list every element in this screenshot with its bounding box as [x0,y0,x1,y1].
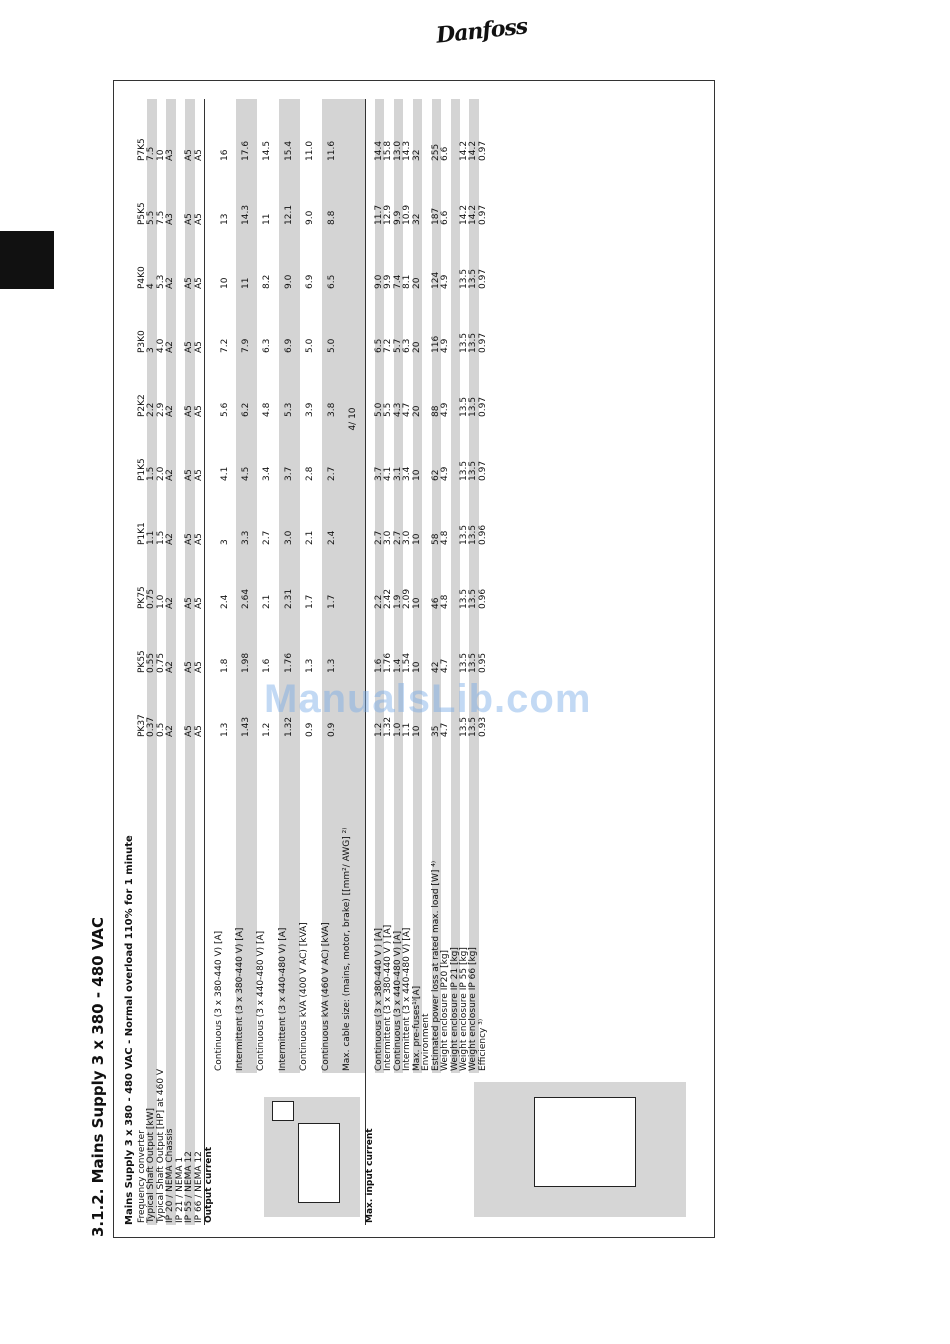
diagram-spacer [422,1073,431,1225]
row-label: Weight enclosure IP 55 [kg] [458,947,469,1071]
cell-value: 0.9 [322,675,343,739]
cell-value: 1.5 [147,419,156,483]
cell-value: A5 [185,483,194,547]
diagram-spacer [375,1073,384,1225]
motor-icon [272,1101,294,1121]
cell-value: A5 [185,227,194,291]
diagram-spacer [394,1073,403,1225]
cell-value: 1.76 [383,652,394,673]
cell-value: 9.9 [394,163,403,227]
cell-value: A5 [185,611,194,675]
cell-value: 0.97 [477,268,488,289]
cell-value: 4 [147,227,156,291]
cell-value: PK55 [137,650,147,673]
rotated-content [89,81,714,1237]
cell-value: 10 [413,547,422,611]
cell-value: 13.0 [394,99,403,163]
cell-value: 6.6 [440,210,451,225]
cell-value: 6.5 [322,227,343,291]
cell-value: 3.8 [322,355,343,419]
cell-value: 6.5 [375,291,384,355]
cell-value: 10 [219,277,230,289]
cell-value: P3K0 [137,330,147,353]
diagram-spacer [432,1073,441,1225]
cell-value: 12.1 [279,163,300,227]
cell-value: 20 [413,291,422,355]
output-diagram-box [264,1097,360,1217]
cable-size-row [343,99,365,1225]
cell-value: 13.5 [469,355,478,419]
cell-value: 3.0 [402,530,413,545]
cell-value: A3 [166,99,175,163]
table-row [257,99,278,1225]
cell-value: A5 [185,99,194,163]
cell-value: 5.7 [394,291,403,355]
cell-value: 1.2 [375,675,384,739]
cell-value: 13.5 [458,332,469,353]
cell-value: 5.5 [383,402,394,417]
cell-value: 13.5 [458,460,469,481]
cell-value: 14.5 [262,140,273,161]
cell-value: 11 [262,213,273,225]
cell-value: 8.8 [322,163,343,227]
cell-value: 124 [432,227,441,291]
cell-value: 3.0 [383,530,394,545]
cell-value: 14.2 [458,204,469,225]
cell-value: 9.9 [383,274,394,289]
cell-value: 0.75 [147,547,156,611]
cell-value: 1.54 [402,652,413,673]
cell-value: 3.7 [375,419,384,483]
diagram-spacer [441,1073,450,1225]
cell-value: 2.42 [383,588,394,609]
diagram-spacer [460,1073,469,1225]
table-title: Mains Supply 3 x 380 - 480 VAC - Normal overload 110% for 1 minute [124,835,135,1225]
cell-value: 4.7 [440,658,451,673]
cell-value: 7.9 [236,291,257,355]
cell-value: 13.5 [458,588,469,609]
cell-value: 2.9 [155,402,166,417]
row-label: Continuous kVA (460 V AC) [kVA] [322,739,343,1073]
cell-value: A5 [193,661,204,673]
cell-value: 6.9 [279,291,300,355]
cell-value: 6.3 [402,338,413,353]
row-label: Typical Shaft Output [HP] at 460 V [155,1068,166,1223]
cell-value: 1.76 [279,611,300,675]
cell-value: A5 [193,277,204,289]
cell-value: 13 [219,213,230,225]
cell-value: A5 [193,341,204,353]
cell-value: 2.0 [155,466,166,481]
cell-value: 1.6 [375,611,384,675]
cell-value: 14.2 [469,163,478,227]
cell-value: 1.32 [279,675,300,739]
cell-value: 3 [219,539,230,545]
cell-value: 4.7 [402,402,413,417]
cell-value: 10 [413,675,422,739]
cell-value: A5 [193,469,204,481]
cell-value: 0.96 [477,524,488,545]
cell-value: 0.97 [477,332,488,353]
cell-value: 2.8 [305,466,316,481]
row-label: Continuous (3 x 380-440 V) [A] [213,930,224,1071]
cell-value: 4.8 [440,530,451,545]
cell-value: A2 [166,355,175,419]
cell-value: A2 [166,227,175,291]
cell-value: 13.5 [469,419,478,483]
cell-value: 1.32 [383,716,394,737]
row-label: Estimated power loss at rated max. load [W] ⁴⁾ [432,739,441,1073]
cell-value: 13.5 [469,227,478,291]
cell-value: 4.9 [440,466,451,481]
cell-value: A5 [193,533,204,545]
cell-value: A5 [185,355,194,419]
output-current-header: Output current [205,99,215,1225]
cell-value: 7.4 [394,227,403,291]
danfoss-logo: Danfoss [434,13,529,49]
cell-value: 4.0 [155,338,166,353]
table-row [322,99,343,1225]
cell-value: 2.7 [375,483,384,547]
cell-value: A5 [185,419,194,483]
cell-value: 62 [432,419,441,483]
cell-value: 3.9 [305,402,316,417]
cell-value: 0.97 [477,204,488,225]
cell-value: 2.7 [262,530,273,545]
cell-value: 7.5 [155,210,166,225]
cell-value: 2.7 [322,419,343,483]
cell-value: 8.2 [262,274,273,289]
cell-value: 0.97 [477,396,488,417]
cell-value: 13.5 [458,268,469,289]
cell-value: 1.9 [394,547,403,611]
cell-value: 20 [413,227,422,291]
cell-value: P5K5 [137,202,147,225]
cell-value: 5.0 [305,338,316,353]
diagram-spacer [384,1073,393,1225]
cell-value: 0.95 [477,652,488,673]
row-label: Continuous (3 x 380-440 V ) [A] [375,739,384,1073]
cell-value: 4.1 [219,466,230,481]
row-label: Max. cable size: (mains, motor, brake) [[mm²/ AWG] ²⁾ [343,739,365,1073]
cell-value: 4.9 [440,274,451,289]
cell-value: 1.0 [394,675,403,739]
cell-value: 4.9 [440,338,451,353]
cell-value: 11.0 [305,140,316,161]
cell-value: 5.3 [155,274,166,289]
diagram-spacer [403,1073,412,1225]
cell-value: 3.1 [394,419,403,483]
diagram-spacer [236,1073,257,1225]
cell-value: 6.2 [236,355,257,419]
cell-value: 2.1 [305,530,316,545]
cell-value: 0.97 [477,140,488,161]
cell-value: 10.9 [402,204,413,225]
cell-value: 10 [413,419,422,483]
cell-value: 0.9 [305,722,316,737]
row-label: Intermittent (3 x 380-440 V) [A] [236,739,257,1073]
cell-value: A2 [166,547,175,611]
cell-value: 11 [236,227,257,291]
watermark: ManualsLib.com [264,677,592,721]
cell-value: 2.7 [394,483,403,547]
table-row [279,99,300,1225]
cell-value: PK75 [137,586,147,609]
cell-value: 13.5 [458,716,469,737]
row-label: Environment [421,1013,432,1071]
cell-value: 17.6 [236,99,257,163]
cell-value: 4.8 [440,594,451,609]
cell-value: A5 [193,405,204,417]
cell-value: 1.2 [262,722,273,737]
diagram-spacer [215,1073,236,1225]
row-label: Weight enclosure IP20 [kg] [440,949,451,1071]
cell-value: 6.6 [440,146,451,161]
cell-value: 0.75 [155,652,166,673]
section-title: 3.1.2. Mains Supply 3 x 380 - 480 VAC [89,916,107,1237]
cell-value: 2.09 [402,588,413,609]
cell-value: A5 [193,597,204,609]
cell-value: 8.1 [402,274,413,289]
table-row [195,99,205,1225]
row-label: Weight enclosure IP 66 [kg] [469,739,478,1073]
cell-value: 7.2 [219,338,230,353]
row-label: Weight enclosure IP 21 [kg] [451,739,460,1073]
row-label: Max. pre-fuses¹⁾[A] [413,739,422,1073]
cell-value: A5 [193,149,204,161]
cell-value: 5.0 [375,355,384,419]
cell-value: A5 [185,547,194,611]
cell-value: 1.98 [236,611,257,675]
input-current-header: Max. input current [365,99,375,1225]
diagram-spacer [413,1073,422,1225]
cell-value: 1.7 [322,547,343,611]
cell-value: 32 [413,99,422,163]
cell-value: A3 [166,163,175,227]
row-label: Frequency converter [137,1130,147,1223]
cell-value: A2 [166,675,175,739]
table-row [166,99,175,1225]
row-label: Intermittent (3 x 440-480 V) [A] [279,739,300,1073]
cell-value: 2.2 [375,547,384,611]
cell-value: 6.3 [262,338,273,353]
cell-value: A2 [166,419,175,483]
cell-value: A2 [166,291,175,355]
cell-value: 14.3 [402,140,413,161]
cell-value: P1K1 [137,522,147,545]
cell-value: 88 [432,355,441,419]
cell-value: A5 [193,213,204,225]
cell-value: 0.37 [147,675,156,739]
cell-value: 13.5 [458,652,469,673]
cell-value: 4.1 [383,466,394,481]
cell-value: 20 [413,355,422,419]
cell-value: 32 [413,163,422,227]
cell-value: 4.3 [394,355,403,419]
cell-value: 3.0 [279,483,300,547]
cell-value: 3.4 [402,466,413,481]
cell-value: 116 [432,291,441,355]
row-label: Continuous (3 x 440-480 V) [A] [256,930,267,1071]
cell-value: 255 [432,99,441,163]
cell-value: 0.97 [477,460,488,481]
drive-icon-input [534,1097,636,1187]
row-label: Continuous (3 x 440-480 V) [A] [394,739,403,1073]
cell-value: A5 [185,163,194,227]
cell-value: P1K5 [137,458,147,481]
cell-value: 7.2 [383,338,394,353]
cell-value: 14.4 [375,99,384,163]
cell-value: 2.2 [147,355,156,419]
table-row [300,99,321,1225]
cell-value: 11.6 [322,99,343,163]
cell-value: 1.43 [236,675,257,739]
row-label: IP 20 / NEMA Chassis [166,739,175,1225]
drive-icon [298,1123,340,1203]
row-label: Intermittent (3 x 380-440 V ) [A] [383,924,394,1071]
row-label: IP 55 / NEMA 12 [185,739,194,1225]
cell-value: 5.3 [279,355,300,419]
cell-value: 2.64 [236,547,257,611]
cable-size-value: 4/ 10 [343,99,365,739]
cell-value: 3.3 [236,483,257,547]
cell-value: 12.9 [383,204,394,225]
cell-value: 4.7 [440,722,451,737]
cell-value: 4.9 [440,402,451,417]
cell-value: 5.6 [219,402,230,417]
cell-value: 9.0 [305,210,316,225]
cell-value: 1.4 [394,611,403,675]
cell-value: 1.5 [155,530,166,545]
cell-value: A2 [166,483,175,547]
table-row [215,99,236,1225]
diagram-spacer [451,1073,460,1225]
cell-value: 13.5 [469,675,478,739]
cell-value: 14.2 [458,140,469,161]
input-diagram-box [474,1082,686,1217]
cell-value: 187 [432,163,441,227]
cell-value: 9.0 [375,227,384,291]
cell-value: P7K5 [137,138,147,161]
cell-value: 2.1 [262,594,273,609]
row-label: Intermittent (3 x 440-480 V) [A] [402,927,413,1071]
cell-value: 13.5 [458,396,469,417]
cell-value: 42 [432,611,441,675]
row-label: Continuous kVA (400 V AC) [kVA] [299,922,310,1071]
cell-value: 13.5 [469,547,478,611]
spec-table [138,99,488,1225]
cell-value: A5 [185,675,194,739]
row-label: Typical Shaft Output [kW] [147,739,156,1225]
cell-value: 1.1 [147,483,156,547]
cell-value: 1.0 [155,594,166,609]
cell-value: 3 [147,291,156,355]
cell-value: A5 [185,291,194,355]
cell-value: 2.31 [279,547,300,611]
cell-value: 9.0 [279,227,300,291]
cell-value: 13.5 [469,291,478,355]
spec-table-frame [89,80,715,1238]
cell-value: 10 [413,483,422,547]
cell-value: 35 [432,675,441,739]
cell-value: 6.9 [305,274,316,289]
cell-value: 2.4 [322,483,343,547]
cell-value: 2.4 [219,594,230,609]
cell-value: 15.4 [279,99,300,163]
cell-value: 10 [155,149,166,161]
cell-value: 13.5 [469,611,478,675]
cell-value: 1.3 [219,722,230,737]
cell-value: 58 [432,483,441,547]
cell-value: 1.8 [219,658,230,673]
cell-value: 0.96 [477,588,488,609]
cell-value: 10 [413,611,422,675]
cell-value: 3.4 [262,466,273,481]
cell-value: 14.2 [469,99,478,163]
cell-value: P4K0 [137,266,147,289]
chapter-tab-marker [0,231,54,289]
cell-value: 1.6 [262,658,273,673]
cell-value: A5 [193,725,204,737]
output-current-header-row [205,99,215,1225]
cell-value: 0.55 [147,611,156,675]
cell-value: 15.8 [383,140,394,161]
cell-value: 46 [432,547,441,611]
cell-value: 1.3 [322,611,343,675]
table-row [236,99,257,1225]
cell-value: A2 [166,611,175,675]
cell-value: 14.3 [236,163,257,227]
cell-value: 7.5 [147,99,156,163]
cell-value: 1.7 [305,594,316,609]
cell-value: 1.1 [402,722,413,737]
row-label: IP 21 / NEMA 1 [174,1156,185,1223]
cell-value: 3.7 [279,419,300,483]
cell-value: 0.93 [477,716,488,737]
cell-value: 4.8 [262,402,273,417]
cell-value: P2K2 [137,394,147,417]
cell-value: 13.5 [458,524,469,545]
cell-value: PK37 [137,714,147,737]
cell-value: 16 [219,149,230,161]
cell-value: 1.3 [305,658,316,673]
cell-value: 4.5 [236,419,257,483]
cell-value: 5.0 [322,291,343,355]
cell-value: 11.7 [375,163,384,227]
cell-value: 5.5 [147,163,156,227]
cell-value: 13.5 [469,483,478,547]
row-label: IP 66 / NEMA 12 [193,1151,204,1223]
row-label: Efficiency ³⁾ [477,1018,488,1071]
cell-value: 0.5 [155,722,166,737]
table-row [479,99,488,1225]
